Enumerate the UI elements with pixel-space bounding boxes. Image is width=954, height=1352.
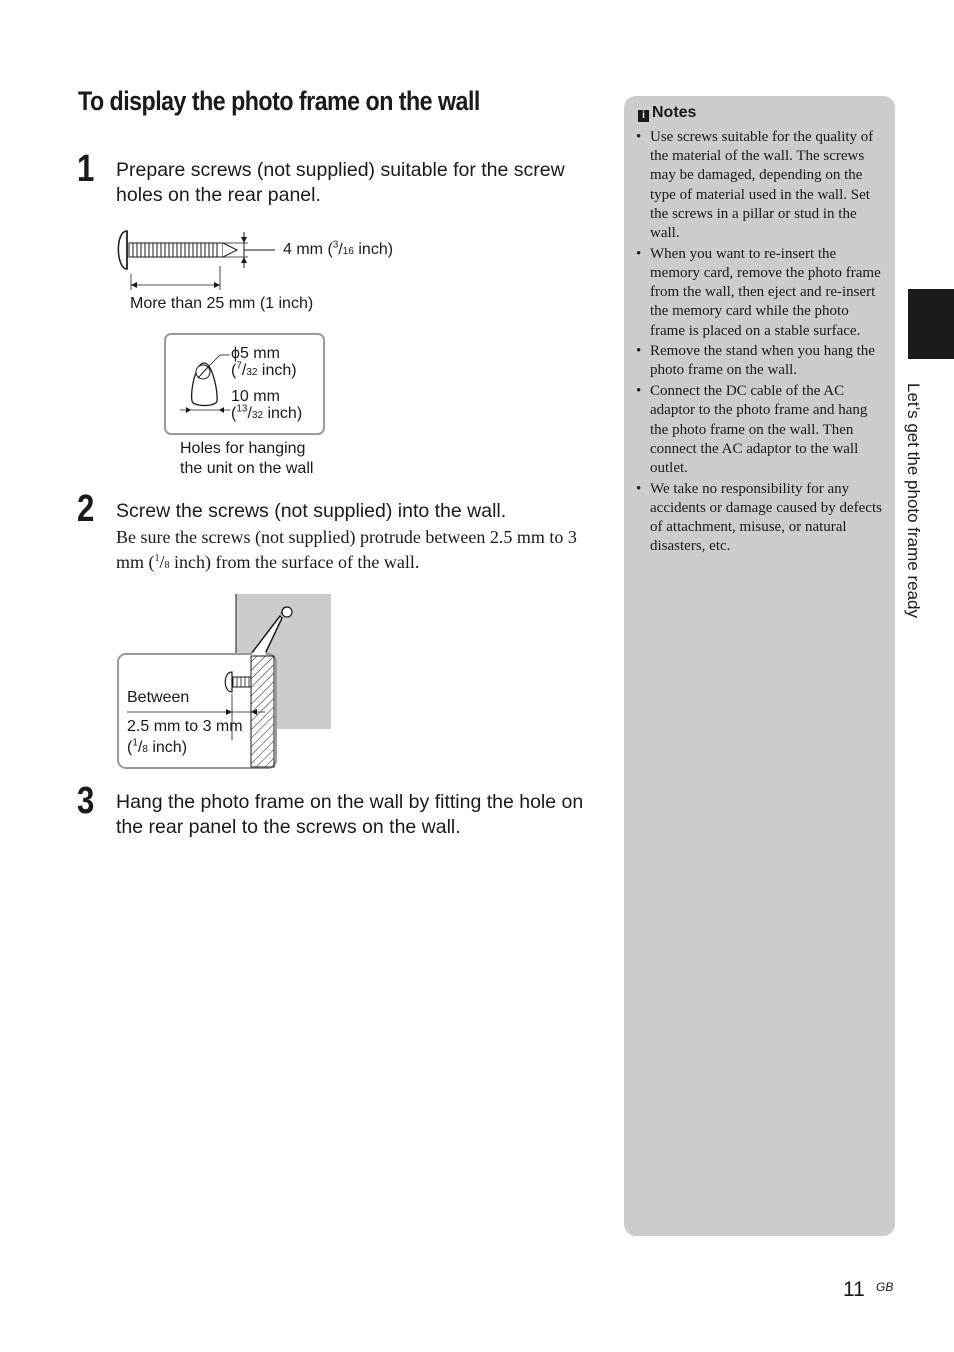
page-number: 11 bbox=[843, 1278, 865, 1301]
note-item: • When you want to re-insert the memory card, remove the photo frame from the wall, then eject and re-insert the memory card while the photo frame is placed on a stable surface. bbox=[636, 245, 882, 341]
section-tab-label: Let’s get the photo frame ready bbox=[904, 383, 923, 619]
screw-length-label: More than 25 mm (1 inch) bbox=[130, 295, 314, 312]
hole-caption: Holes for hanging the unit on the wall bbox=[180, 440, 314, 477]
screw-diagram bbox=[110, 222, 290, 302]
step-1-number: 1 bbox=[77, 148, 95, 190]
between-label: Between bbox=[127, 689, 190, 706]
notes-list bbox=[636, 128, 882, 558]
hole-length-label: 10 mm ($^{13}$/32 inch) bbox=[231, 388, 303, 422]
notes-icon: i bbox=[638, 110, 649, 122]
step-3-text: Hang the photo frame on the wall by fitting the hole on the rear panel to the screws on the wall. bbox=[116, 791, 584, 838]
protrusion-inch-label: ($^1$/8 inch) bbox=[127, 737, 188, 756]
step-2-number: 2 bbox=[77, 488, 95, 530]
notes-heading: i Notes bbox=[638, 104, 696, 122]
step-3-number: 3 bbox=[77, 780, 95, 822]
step-2-text: Screw the screws (not supplied) into the wall. bbox=[116, 500, 507, 522]
screw-diameter-label: 4 mm ($^3$/16 inch) bbox=[283, 239, 394, 258]
note-item: • Connect the DC cable of the AC adaptor to the photo frame and hang the photo frame on the wall. Then connect the AC adaptor to the wall outlet. bbox=[636, 382, 882, 478]
page-title: To display the photo frame on the wall bbox=[78, 86, 480, 116]
section-tab-marker bbox=[908, 289, 954, 359]
hole-diameter-label: ϕ5 mm ($^7$/32 inch) bbox=[231, 345, 297, 379]
note-item: • We take no responsibility for any accidents or damage caused by defects of attachment, misuse, or natural disasters, etc. bbox=[636, 480, 882, 557]
note-item: • Remove the stand when you hang the photo frame on the wall. bbox=[636, 342, 882, 380]
step-1-text: Prepare screws (not supplied) suitable for the screw holes on the rear panel. bbox=[116, 159, 565, 206]
protrusion-range-label: 2.5 mm to 3 mm bbox=[127, 718, 243, 735]
step-2-detail: Be sure the screws (not supplied) protrude between 2.5 mm to 3 mm ($^1$/8 inch) from the surface of the wall. bbox=[116, 527, 577, 572]
note-item: • Use screws suitable for the quality of the material of the wall. The screws may be damaged, depending on the type of material used in the wall. Set the screws in a pillar or stud in the wall. bbox=[636, 128, 882, 243]
page-region-code: GB bbox=[876, 1280, 894, 1294]
